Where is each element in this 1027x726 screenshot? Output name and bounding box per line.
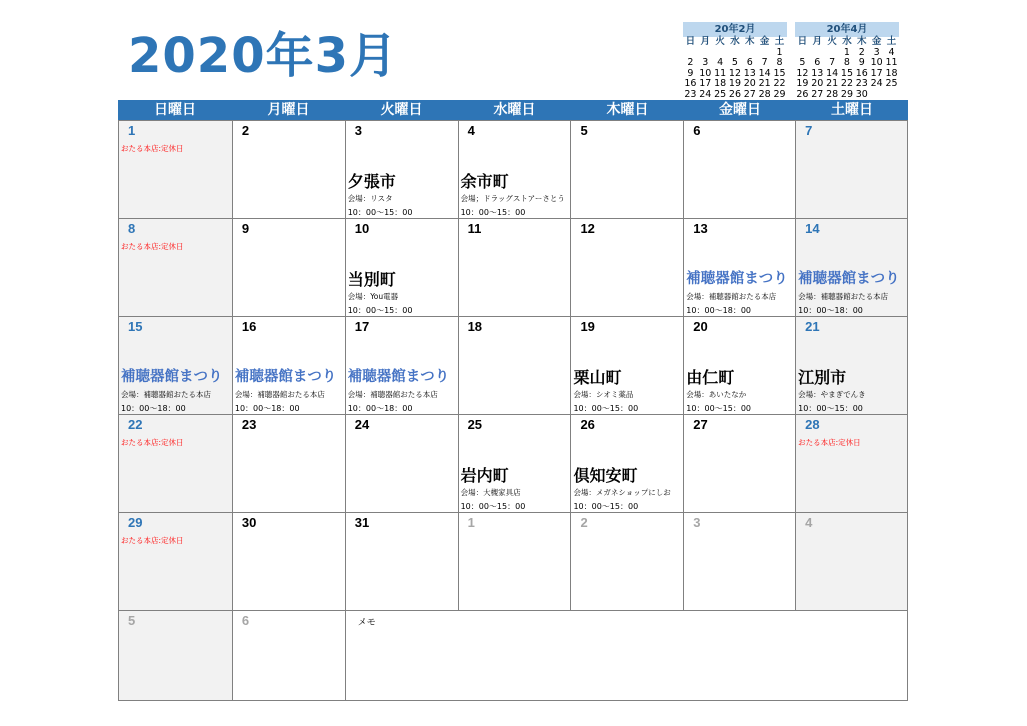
event-venue: 会場：補聴器館おたる本店 [347, 390, 438, 399]
day-cell[interactable] [458, 414, 572, 513]
mini-day: 11 [885, 57, 898, 68]
event-title: 夕張市 [347, 172, 396, 191]
event-title: 余市町 [460, 172, 509, 191]
mini-day: 22 [773, 78, 786, 89]
day-number: 13 [693, 221, 708, 236]
mini-weekday-label: 木 [745, 36, 755, 47]
mini-day: 17 [870, 67, 883, 79]
mini-day: 18 [714, 78, 727, 89]
week-row [119, 219, 908, 317]
mini-day: 6 [746, 57, 753, 68]
day-cell[interactable] [683, 512, 796, 611]
day-number: 6 [693, 123, 701, 138]
mini-day: 14 [826, 67, 839, 79]
mini-day: 3 [873, 46, 880, 58]
mini-day: 26 [796, 88, 809, 100]
mini-day: 28 [758, 88, 771, 100]
event-title: 補聴器館まつり [686, 271, 788, 287]
mini-day: 29 [840, 88, 853, 100]
day-cell[interactable] [232, 610, 346, 701]
mini-day: 8 [776, 57, 783, 68]
mini-day: 10 [699, 67, 712, 79]
mini-weekday-label: 土 [774, 36, 785, 47]
day-cell[interactable] [118, 610, 233, 701]
day-number: 29 [128, 515, 143, 530]
day-cell[interactable] [570, 120, 684, 219]
day-cell[interactable] [683, 316, 796, 415]
mini-day [884, 90, 899, 101]
day-number: 1 [467, 515, 475, 530]
event-time: 10：00〜15：00 [573, 502, 639, 511]
day-cell[interactable] [795, 120, 908, 219]
day-cell[interactable] [118, 120, 233, 219]
day-cell[interactable] [795, 316, 908, 415]
mini-day: 13 [743, 67, 756, 79]
mini-day: 3 [702, 57, 709, 68]
mini-weekday-label: 火 [715, 36, 725, 47]
event-venue: 会場：あいたなか [686, 390, 747, 399]
mini-day: 6 [814, 57, 821, 68]
event-time: 10：00〜18：00 [798, 306, 863, 315]
day-cell[interactable] [570, 316, 684, 415]
day-number: 21 [805, 319, 820, 334]
weekday-header: 木曜日 [606, 102, 649, 118]
mini-day: 15 [773, 67, 786, 79]
event-time: 10：00〜18：00 [234, 404, 300, 413]
day-number: 5 [580, 123, 588, 138]
mini-calendar-next-month [795, 22, 899, 100]
week-row [119, 317, 908, 415]
mini-calendar-prev-month [683, 22, 787, 100]
mini-weekday-label: 火 [827, 36, 837, 47]
event-time: 10：00〜15：00 [798, 404, 863, 413]
day-number: 6 [241, 613, 250, 628]
day-cell[interactable] [795, 218, 908, 317]
mini-day: 1 [843, 46, 850, 58]
day-cell[interactable] [232, 414, 346, 513]
event-title: 岩内町 [460, 466, 509, 485]
mini-day: 2 [858, 46, 865, 58]
mini-day: 7 [829, 57, 836, 68]
mini-weekday-label: 日 [797, 36, 808, 47]
mini-day: 15 [840, 67, 853, 79]
event-time: 10：00〜18：00 [121, 404, 186, 413]
day-cell[interactable] [345, 316, 459, 415]
day-cell[interactable] [232, 120, 346, 219]
day-cell[interactable] [118, 316, 233, 415]
event-venue: 会場：シオミ薬品 [573, 390, 634, 399]
day-number: 11 [467, 221, 482, 236]
mini-day: 11 [714, 67, 727, 79]
mini-day: 25 [714, 88, 727, 100]
mini-day: 24 [699, 88, 712, 100]
mini-day: 2 [687, 57, 694, 68]
weekday-header: 水曜日 [493, 102, 536, 118]
mini-day: 23 [684, 88, 697, 100]
event-title: 由仁町 [686, 368, 735, 387]
day-number: 25 [467, 417, 483, 432]
mini-day: 25 [885, 78, 898, 89]
mini-day: 20 [743, 78, 756, 89]
event-time: 10：00〜15：00 [686, 404, 752, 413]
event-time: 10：00〜15：00 [347, 306, 413, 315]
day-cell[interactable] [570, 512, 684, 611]
day-number: 3 [354, 123, 362, 138]
day-number: 31 [354, 515, 370, 530]
weekday-header: 金曜日 [719, 102, 761, 118]
day-cell[interactable] [345, 120, 459, 219]
day-cell[interactable] [118, 512, 233, 611]
day-number: 15 [128, 319, 143, 334]
mini-day: 22 [840, 78, 853, 89]
day-cell[interactable] [683, 120, 796, 219]
event-title: 倶知安町 [573, 466, 638, 485]
day-number: 20 [693, 319, 708, 334]
mini-day: 10 [870, 57, 883, 68]
mini-weekday-label: 金 [871, 36, 882, 47]
day-cell[interactable] [345, 414, 459, 513]
mini-day: 19 [728, 78, 741, 89]
mini-day: 20 [811, 78, 824, 89]
mini-day: 9 [687, 67, 694, 79]
mini-day: 16 [684, 78, 697, 89]
event-time: 10：00〜18：00 [347, 404, 413, 413]
event-title: 江別市 [798, 368, 847, 387]
event-venue: 会場：補聴器館おたる本店 [798, 292, 889, 301]
day-number: 14 [805, 221, 820, 236]
mini-day: 12 [796, 67, 809, 79]
mini-day: 29 [773, 88, 786, 100]
event-venue: 会場；ドラッグストアーさとう [460, 194, 565, 203]
week-row [119, 513, 908, 611]
day-cell[interactable] [570, 218, 684, 317]
mini-weekday-label: 日 [685, 36, 696, 47]
event-venue: 会場：You電器 [347, 292, 399, 301]
day-number: 7 [805, 123, 813, 138]
day-number: 16 [241, 319, 257, 334]
mini-day: 5 [799, 57, 806, 68]
day-cell[interactable] [795, 512, 908, 611]
month-grid [118, 100, 908, 702]
mini-weekday-label: 水 [730, 36, 740, 47]
event-title: 補聴器館まつり [798, 271, 900, 287]
day-number: 22 [128, 417, 143, 432]
event-venue: 会場：メガネショップにしお [573, 488, 671, 497]
mini-day [869, 90, 884, 101]
mini-day: 23 [855, 78, 868, 89]
event-title: 栗山町 [573, 368, 622, 387]
event-time: 10：00〜15：00 [460, 208, 526, 217]
day-number: 2 [580, 515, 588, 530]
mini-weekday-label: 金 [759, 36, 770, 47]
event-time: 10：00〜18：00 [686, 306, 752, 315]
mini-day: 1 [776, 46, 783, 58]
day-number: 5 [128, 613, 136, 628]
weekday-header: 土曜日 [831, 102, 873, 118]
mini-day: 30 [855, 88, 868, 100]
memo-area[interactable] [345, 610, 908, 701]
day-cell[interactable] [458, 120, 572, 219]
day-cell[interactable] [232, 512, 346, 611]
mini-day: 17 [699, 78, 712, 89]
mini-day: 28 [826, 88, 839, 100]
day-number: 26 [580, 417, 595, 432]
weekday-header: 日曜日 [154, 102, 196, 118]
day-number: 12 [580, 221, 595, 236]
mini-day: 4 [888, 46, 895, 58]
day-number: 4 [467, 123, 475, 138]
day-cell[interactable] [232, 218, 346, 317]
week-row [119, 121, 908, 219]
day-cell[interactable] [683, 414, 796, 513]
event-venue: 会場：やまぎでんき [798, 390, 866, 399]
mini-weekday-label: 木 [857, 36, 867, 47]
day-number: 4 [805, 515, 813, 530]
weekday-header: 火曜日 [380, 102, 423, 118]
event-title: 補聴器館まつり [234, 369, 337, 385]
event-title: 補聴器館まつり [347, 369, 450, 385]
mini-weekday-label: 水 [842, 36, 852, 47]
mini-day: 18 [885, 67, 898, 79]
day-cell[interactable] [118, 414, 233, 513]
day-number: 8 [128, 221, 136, 236]
event-title: 当別町 [347, 270, 396, 289]
mini-day: 13 [811, 67, 824, 79]
page-title: 2020年3月 [128, 28, 398, 84]
holiday-note: おたる本店:定休日 [121, 144, 184, 153]
mini-day: 16 [855, 67, 868, 79]
mini-day: 9 [858, 57, 865, 68]
weekday-header: 月曜日 [267, 102, 310, 118]
mini-day: 5 [731, 57, 738, 68]
holiday-note: おたる本店:定休日 [121, 536, 184, 545]
day-cell[interactable] [458, 316, 572, 415]
holiday-note: おたる本店:定休日 [121, 242, 184, 251]
mini-weekday-label: 月 [812, 36, 823, 47]
day-number: 18 [467, 319, 483, 334]
day-cell[interactable] [570, 414, 684, 513]
event-time: 10：00〜15：00 [573, 404, 639, 413]
day-number: 19 [580, 319, 595, 334]
mini-calendar-header: 20年2月 [683, 22, 787, 37]
day-cell[interactable] [458, 512, 572, 611]
event-venue: 会場：補聴器館おたる本店 [234, 390, 325, 399]
day-number: 24 [354, 417, 370, 432]
day-number: 27 [693, 417, 708, 432]
event-time: 10：00〜15：00 [347, 208, 413, 217]
mini-day: 7 [761, 57, 768, 68]
day-cell[interactable] [232, 316, 346, 415]
holiday-note: おたる本店:定休日 [798, 438, 861, 447]
day-number: 30 [241, 515, 257, 530]
day-cell[interactable] [458, 218, 572, 317]
mini-day: 19 [796, 78, 809, 89]
holiday-note: おたる本店:定休日 [121, 438, 184, 447]
mini-day: 26 [728, 88, 741, 100]
day-cell[interactable] [795, 414, 908, 513]
mini-day: 27 [811, 88, 824, 100]
event-title: 補聴器館まつり [121, 369, 223, 385]
mini-day: 12 [728, 67, 741, 79]
day-number: 2 [241, 123, 250, 138]
event-venue: 会場：リスタ [347, 194, 393, 203]
day-number: 23 [241, 417, 257, 432]
weekday-header-row [118, 100, 908, 121]
week-row [119, 611, 908, 702]
day-cell[interactable] [683, 218, 796, 317]
event-venue: 会場：補聴器館おたる本店 [686, 292, 777, 301]
day-number: 9 [241, 221, 250, 236]
mini-day: 27 [743, 88, 756, 100]
day-number: 10 [354, 221, 370, 236]
day-cell[interactable] [345, 218, 459, 317]
mini-calendar-header: 20年4月 [795, 22, 899, 37]
mini-day: 21 [826, 78, 839, 89]
mini-day: 8 [843, 57, 850, 68]
day-cell[interactable] [345, 512, 459, 611]
mini-day: 14 [758, 67, 771, 79]
day-number: 17 [354, 319, 370, 334]
mini-day: 4 [717, 57, 724, 68]
memo-label: メモ [357, 618, 376, 628]
mini-day: 24 [870, 78, 883, 89]
day-cell[interactable] [118, 218, 233, 317]
event-time: 10：00〜15：00 [460, 502, 526, 511]
event-venue: 会場：補聴器館おたる本店 [121, 390, 211, 399]
event-venue: 会場：大槻家具店 [460, 488, 521, 497]
mini-weekday-label: 土 [886, 36, 897, 47]
mini-day: 21 [758, 78, 771, 89]
day-number: 28 [805, 417, 820, 432]
day-number: 3 [693, 515, 701, 530]
day-number: 1 [128, 123, 136, 138]
week-row [119, 415, 908, 513]
mini-weekday-label: 月 [700, 36, 711, 47]
